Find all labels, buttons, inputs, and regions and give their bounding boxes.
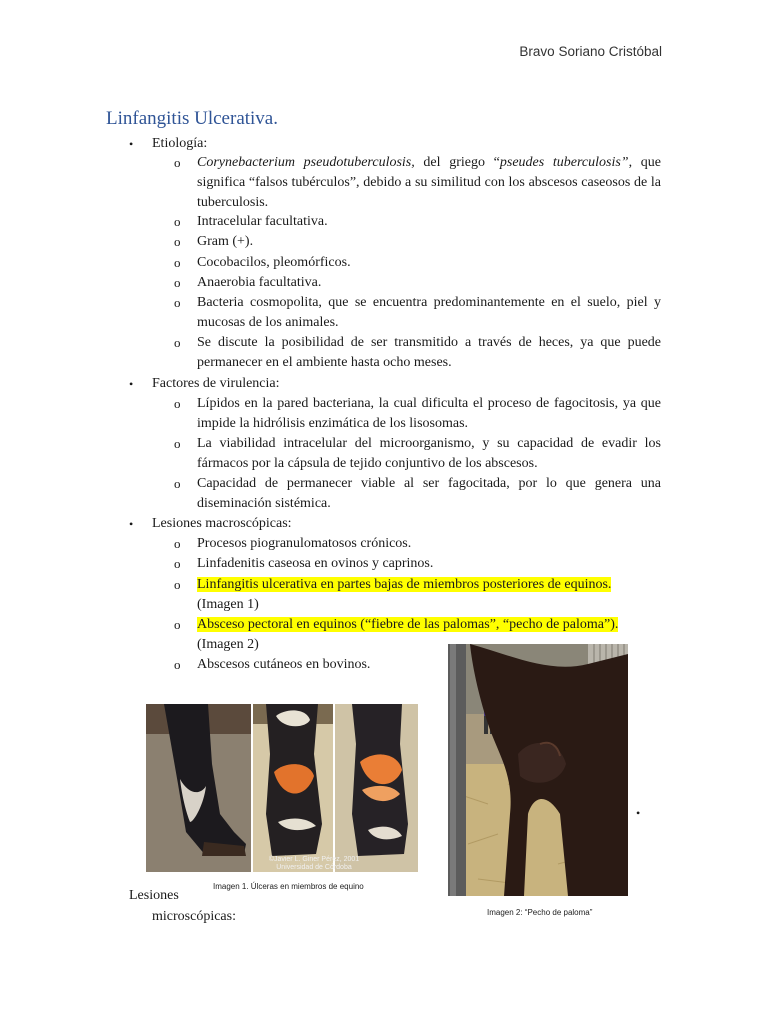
- circle-bullet: o: [174, 275, 181, 290]
- item-text: Abscesos cutáneos en bovinos.: [197, 657, 371, 672]
- list-item: [174, 534, 661, 554]
- section-lesiones: [129, 514, 292, 534]
- circle-bullet: o: [174, 214, 181, 229]
- circle-bullet: o: [174, 577, 181, 592]
- leg-ulcers-illustration: [146, 704, 418, 872]
- list-item: [174, 212, 661, 232]
- disc-bullet: •: [129, 137, 134, 151]
- circle-bullet: o: [174, 295, 181, 310]
- figure-1-leg-ulcers-photo: [146, 704, 418, 872]
- circle-bullet: o: [174, 436, 181, 451]
- circle-bullet: o: [174, 617, 181, 632]
- chest-abscess-illustration: [448, 644, 628, 896]
- section-etiologia: [129, 134, 208, 154]
- item-text: , que significa “falsos tubérculos”, debido a su similitud con los abscesos caseosos de la tuberculosis.: [197, 155, 661, 210]
- figure-1-caption: Imagen 1. Úlceras en miembros de equino: [213, 882, 364, 891]
- item-text: Anaerobia facultativa.: [197, 275, 322, 290]
- highlighted-text: Linfangitis ulcerativa en partes bajas de miembros posteriores de equinos.: [197, 577, 612, 592]
- list-item: [174, 232, 661, 252]
- list-item: [174, 554, 661, 574]
- greek-term: pseudes tuberculosis”: [499, 155, 629, 170]
- list-item: [174, 394, 661, 434]
- circle-bullet: o: [174, 476, 181, 491]
- figure-reference: (Imagen 2): [197, 637, 259, 652]
- circle-bullet: o: [174, 234, 181, 249]
- list-item: [174, 474, 661, 514]
- circle-bullet: o: [174, 255, 181, 270]
- figure-2-caption: Imagen 2: “Pecho de paloma”: [487, 908, 593, 917]
- item-text: Bacteria cosmopolita, que se encuentra predominantemente en el suelo, piel y mucosas de los animales.: [197, 295, 661, 330]
- section-label: Factores de virulencia:: [152, 376, 280, 391]
- section-microscopicas-line2: microscópicas:: [152, 909, 236, 924]
- list-item: [174, 333, 661, 373]
- item-text: Cocobacilos, pleomórficos.: [197, 255, 351, 270]
- figure-2-pigeon-breast-photo: [448, 644, 628, 896]
- item-text: Procesos piogranulomatosos crónicos.: [197, 536, 412, 551]
- list-item: [174, 293, 661, 333]
- circle-bullet: o: [174, 396, 181, 411]
- item-text: Intracelular facultativa.: [197, 214, 328, 229]
- item-text: del griego “: [414, 155, 500, 170]
- photo-watermark: ©Javier L. Giner Pérez, 2001: [268, 856, 360, 863]
- disc-bullet: •: [129, 377, 134, 391]
- circle-bullet: o: [174, 556, 181, 571]
- item-text: Capacidad de permanecer viable al ser fagocitada, por lo que genera una diseminación sistémica.: [197, 476, 661, 511]
- section-virulencia: [129, 374, 280, 394]
- document-title: Linfangitis Ulcerativa.: [106, 108, 278, 129]
- circle-bullet: o: [174, 536, 181, 551]
- list-item: [174, 153, 661, 213]
- circle-bullet: o: [174, 155, 181, 170]
- list-item: [174, 273, 661, 293]
- section-microscopicas-line1: Lesiones: [129, 888, 179, 903]
- figure-reference: (Imagen 1): [197, 597, 259, 612]
- species-name: Corynebacterium pseudotuberculosis,: [197, 155, 415, 170]
- item-text: Lípidos en la pared bacteriana, la cual dificulta el proceso de fagocitosis, ya que impide la hidrólisis enzimática de los lisosomas.: [197, 396, 661, 431]
- item-text: Linfadenitis caseosa en ovinos y caprinos.: [197, 556, 434, 571]
- item-text: Se discute la posibilidad de ser transmitido a través de heces, ya que puede permanecer en el ambiente hasta ocho meses.: [197, 335, 661, 370]
- section-label: Lesiones macroscópicas:: [152, 516, 292, 531]
- header-author: Bravo Soriano Cristóbal: [519, 44, 662, 59]
- disc-bullet: •: [129, 517, 134, 531]
- highlighted-text: Absceso pectoral en equinos (“fiebre de las palomas”, “pecho de paloma”).: [197, 617, 619, 632]
- circle-bullet: o: [174, 657, 181, 672]
- section-label: Etiología:: [152, 136, 208, 151]
- circle-bullet: o: [174, 335, 181, 350]
- item-text: La viabilidad intracelular del microorganismo, y su capacidad de evadir los fármacos por la cápsula de tejido conjuntivo de los abscesos.: [197, 436, 661, 471]
- disc-bullet: •: [636, 806, 641, 820]
- list-item: [174, 253, 661, 273]
- list-item: [174, 575, 661, 615]
- list-item: [174, 434, 661, 474]
- list-item: [174, 655, 437, 675]
- item-text: Gram (+).: [197, 234, 254, 249]
- photo-watermark: Universidad de Córdoba: [276, 864, 352, 871]
